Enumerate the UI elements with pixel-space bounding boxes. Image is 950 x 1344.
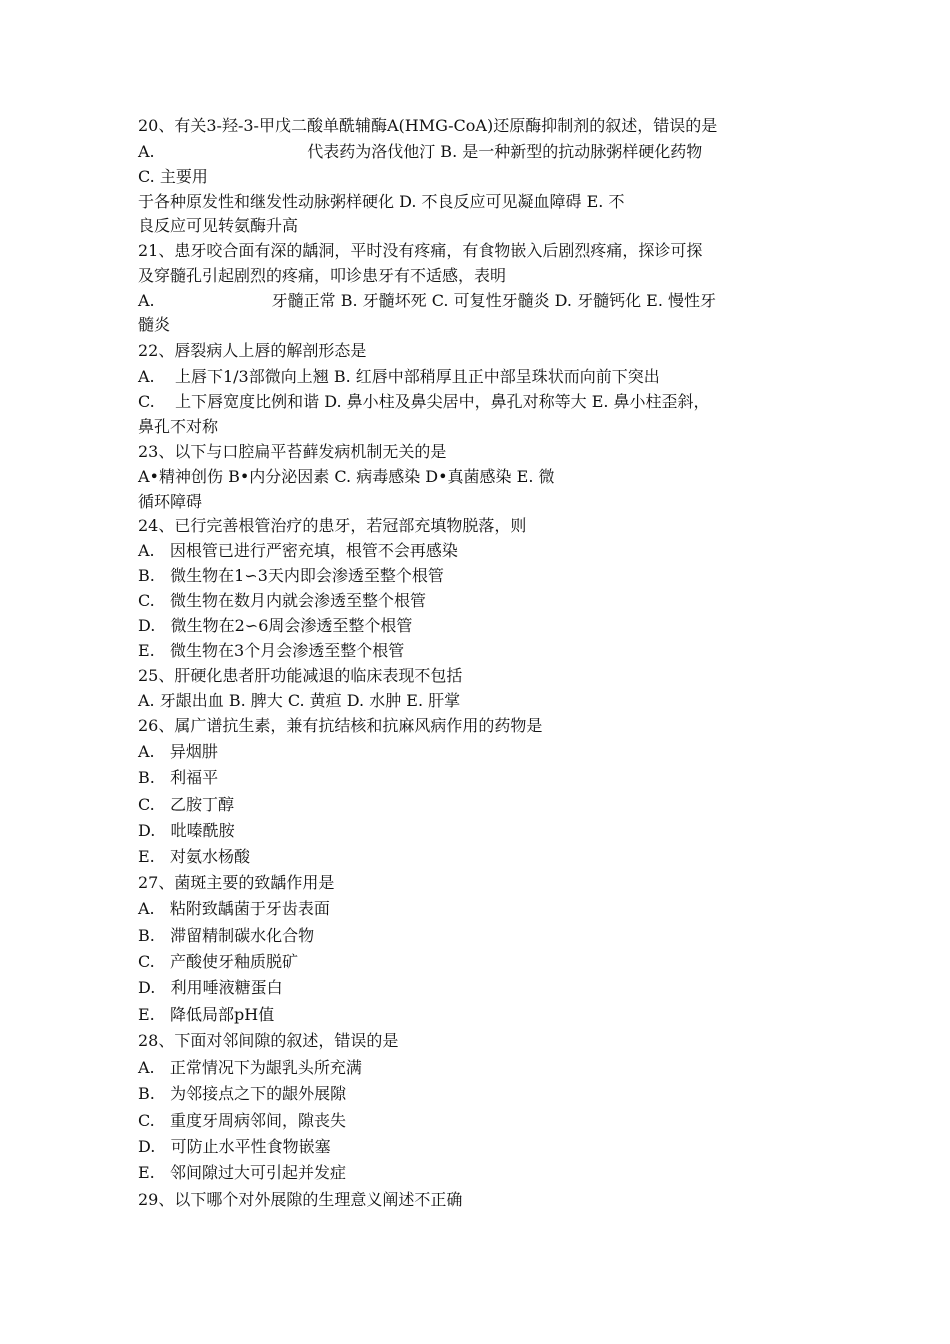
question-22-options-line-1: A. 上唇下1/3部微向上翘 B. 红唇中部稍厚且正中部呈珠状而向前下突出 [138,367,660,386]
question-27-option-a: A. 粘附致龋菌于牙齿表面 [138,899,330,918]
question-22-stem: 22、唇裂病人上唇的解剖形态是 [138,341,367,360]
question-26-option-a: A. 异烟肼 [138,742,218,761]
question-27-option-c: C. 产酸使牙釉质脱矿 [138,952,299,971]
question-23-options-line-1: A•精神创伤 B•内分泌因素 C. 病毒感染 D•真菌感染 E. 微 [138,467,555,486]
question-24-stem: 24、已行完善根管治疗的患牙，若冠部充填物脱落，则 [138,516,527,535]
question-24-option-d: D. 微生物在2∽6周会渗透至整个根管 [138,616,413,635]
question-28-option-e: E. 邻间隙过大可引起并发症 [138,1163,347,1182]
question-23-stem: 23、以下与口腔扁平苔藓发病机制无关的是 [138,442,447,461]
question-21-options-line-2: 髓炎 [138,315,171,334]
question-21-stem-line-1: 21、患牙咬合面有深的龋洞，平时没有疼痛，有食物嵌入后剧烈疼痛，探诊可探 [138,241,703,260]
question-28-option-b: B. 为邻接点之下的龈外展隙 [138,1084,347,1103]
question-28-option-d: D. 可防止水平性食物嵌塞 [138,1137,331,1156]
question-20-options-line-1: A. 代表药为洛伐他汀 B. 是一种新型的抗动脉粥样硬化药物 [138,142,703,161]
question-27-option-e: E. 降低局部pH值 [138,1005,275,1024]
question-25-options: A. 牙龈出血 B. 脾大 C. 黄疸 D. 水肿 E. 肝掌 [138,691,461,710]
question-20-options-line-2: C. 主要用 [138,167,208,186]
question-27-option-d: D. 利用唾液糖蛋白 [138,978,283,997]
question-22-options-line-2: C. 上下唇宽度比例和谐 D. 鼻小柱及鼻尖居中，鼻孔对称等大 E. 鼻小柱歪斜， [138,392,710,411]
question-23-options-line-2: 循环障碍 [138,492,203,511]
question-21-options-line-1: A. 牙髓正常 B. 牙髓坏死 C. 可复性牙髓炎 D. 牙髓钙化 E. 慢性牙 [138,291,717,310]
question-27-option-b: B. 滞留精制碳水化合物 [138,926,315,945]
question-28-option-c: C. 重度牙周病邻间，隙丧失 [138,1111,347,1130]
question-26-stem: 26、属广谱抗生素，兼有抗结核和抗麻风病作用的药物是 [138,716,543,735]
question-26-option-d: D. 吡嗪酰胺 [138,821,235,840]
question-26-option-c: C. 乙胺丁醇 [138,795,235,814]
question-22-options-line-3: 鼻孔不对称 [138,417,219,436]
question-24-option-e: E. 微生物在3个月会渗透至整个根管 [138,641,405,660]
question-24-option-b: B. 微生物在1∽3天内即会渗透至整个根管 [138,566,444,585]
question-20-stem: 20、有关3-羟-3-甲戊二酸单酰辅酶A(HMG-CoA)还原酶抑制剂的叙述，错误的是 [138,116,718,135]
question-27-stem: 27、菌斑主要的致龋作用是 [138,873,335,892]
question-29-stem: 29、以下哪个对外展隙的生理意义阐述不正确 [138,1190,463,1209]
question-26-option-b: B. 利福平 [138,768,219,787]
question-25-stem: 25、肝硬化患者肝功能减退的临床表现不包括 [138,666,463,685]
question-24-option-c: C. 微生物在数月内就会渗透至整个根管 [138,591,427,610]
question-20-options-line-3: 于各种原发性和继发性动脉粥样硬化 D. 不良反应可见凝血障碍 E. 不 [138,192,625,211]
question-21-stem-line-2: 及穿髓孔引起剧烈的疼痛，叩诊患牙有不适感，表明 [138,266,507,285]
question-28-stem: 28、下面对邻间隙的叙述，错误的是 [138,1031,399,1050]
question-28-option-a: A. 正常情况下为龈乳头所充满 [138,1058,362,1077]
question-26-option-e: E. 对氨水杨酸 [138,847,251,866]
question-24-option-a: A. 因根管已进行严密充填，根管不会再感染 [138,541,458,560]
question-20-options-line-4: 良反应可见转氨酶升高 [138,216,299,235]
